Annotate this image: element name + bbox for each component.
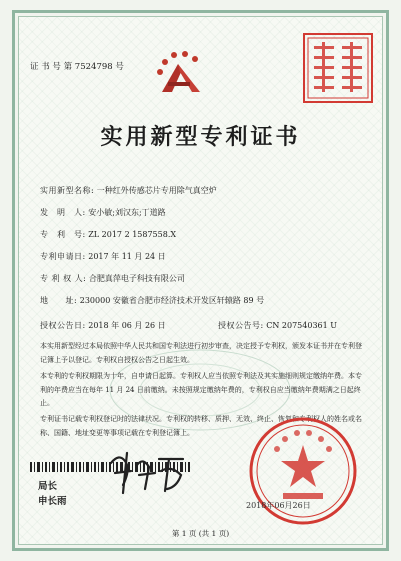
- field-utility-model-name: [40, 185, 217, 196]
- field-inventors: [40, 207, 166, 218]
- body-paragraph-3: 专利证书记载专利权登记时的法律状况。专利权的转移、质押、无效、终止、恢复和专利权人的姓名或名称、国籍、地址变更等事项记载在专利登记簿上。: [40, 415, 362, 437]
- body-paragraph-2: 本专利的专利权期限为十年，自申请日起算。专利权人应当依照专利法及其实施细则规定缴纳年费。本专利的年费应当在每年 11 月 24 日前缴纳。未按照规定缴纳年费的，专利权自应当缴纳年费期满之日起终止。: [40, 372, 362, 407]
- field-label: 专利申请日:: [40, 252, 86, 261]
- signatory-name: 申长雨: [38, 496, 67, 507]
- field-application-date: [40, 251, 166, 262]
- field-value: ZL 2017 2 1587558.X: [88, 230, 177, 239]
- patent-office-logo-icon: [148, 42, 208, 100]
- field-value: 一种红外传感芯片专用除气真空炉: [96, 186, 217, 195]
- signature-title: 局长: [38, 481, 58, 492]
- body-paragraph-1: 本实用新型经过本局依照中华人民共和国专利法进行初步审查，决定授予专利权，颁发本证书并在专利登记簿上予以登记。专利权自授权公告之日起生效。: [40, 342, 362, 364]
- field-label: 地 址:: [40, 296, 78, 305]
- field-patent-number: [40, 229, 176, 240]
- field-announcement-number: [218, 320, 337, 331]
- field-value: 合肥真萍电子科技有限公司: [88, 274, 185, 283]
- field-label: 专 利 权 人:: [40, 274, 87, 283]
- field-value: 2017 年 11 月 24 日: [88, 252, 166, 261]
- field-grant-date: [40, 320, 166, 331]
- certificate-number: 证 书 号 第 7524798 号: [30, 62, 124, 72]
- field-label: 发 明 人:: [40, 208, 86, 217]
- certificate-title: 实用新型专利证书: [100, 124, 301, 150]
- page-number: 第 1 页 (共 1 页): [171, 529, 230, 538]
- field-value: 230000 安徽省合肥市经济技术开发区轩辕路 89 号: [79, 296, 265, 305]
- field-value: 安小敏;刘汉东;丁道路: [88, 208, 166, 217]
- handwritten-signature-icon: [105, 445, 187, 500]
- field-address: [40, 295, 264, 306]
- field-label: 授权公告号:: [218, 321, 264, 330]
- seal-date: 2018年06月26日: [246, 501, 311, 510]
- field-label: 授权公告日:: [40, 321, 86, 330]
- field-label: 专 利 号:: [40, 230, 86, 239]
- field-value: 2018 年 06 月 26 日: [88, 321, 166, 330]
- top-red-seal-icon: [300, 30, 376, 106]
- field-value: CN 207540361 U: [266, 321, 338, 330]
- field-patentee: [40, 273, 185, 284]
- field-label: 实用新型名称:: [40, 186, 95, 195]
